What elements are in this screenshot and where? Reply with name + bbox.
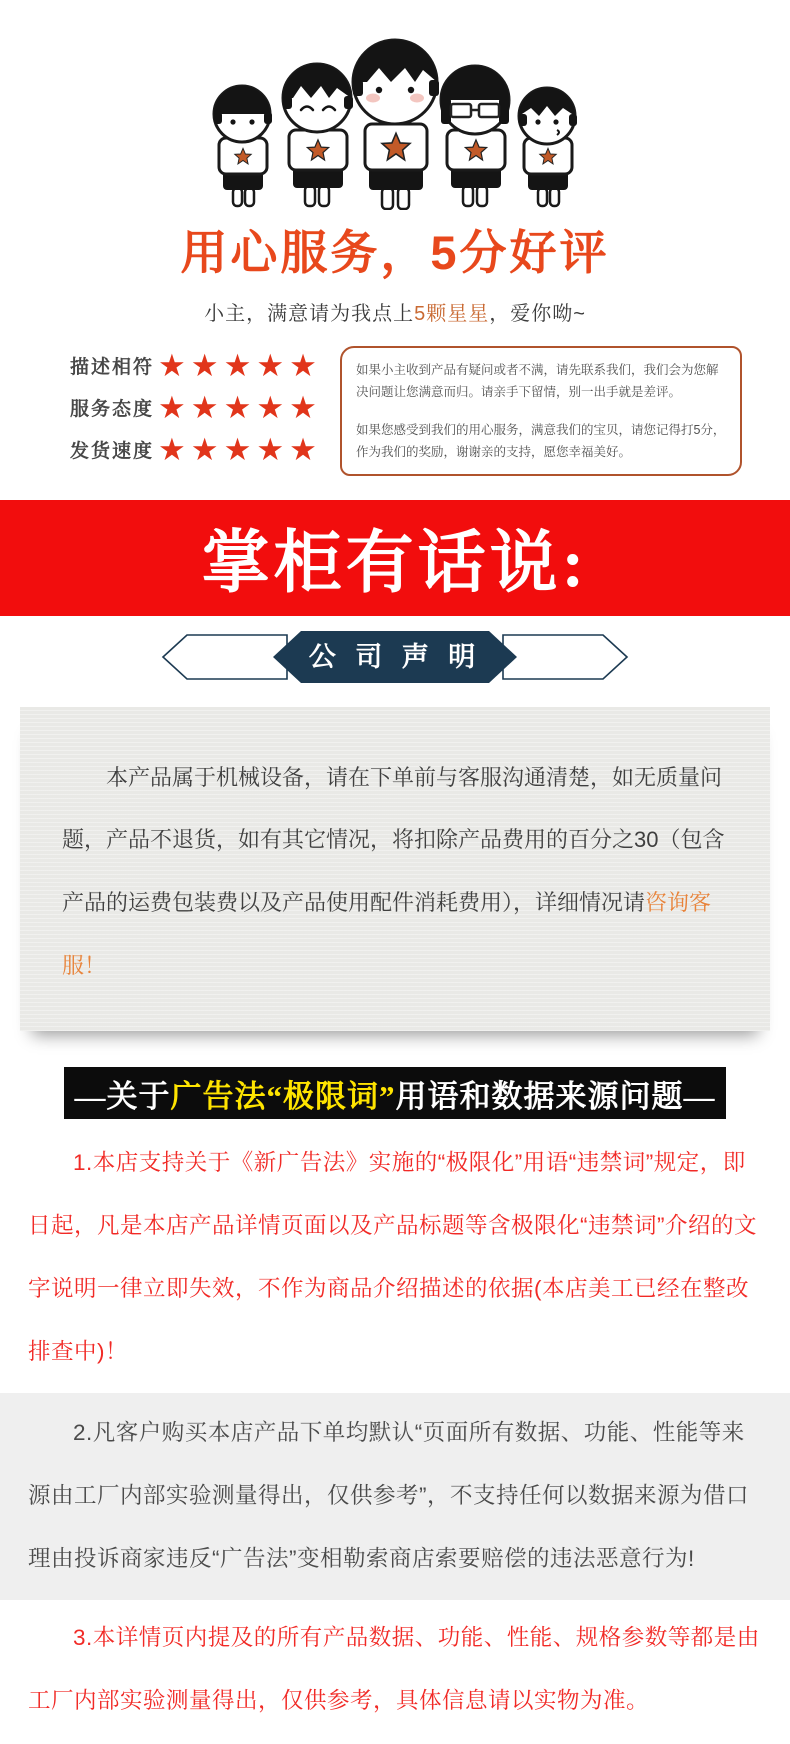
kid-3: [353, 40, 439, 209]
hero-section: [0, 0, 790, 326]
kid-1: [214, 86, 272, 206]
service-note-paragraph-1: 如果小主收到产品有疑问或者不满，请先联系我们，我们会为您解决问题让您满意而归。请亲手下留情，别一出手就是差评。: [355, 363, 719, 399]
adlaw-paragraph-2: 2.凡客户购买本店产品下单均默认“页面所有数据、功能、性能等来源由工厂内部实验测量得出，仅供参考”，不支持任何以数据来源为借口理由投诉商家违反“广告法”变相勒索商店索要赔偿的违法恶意行为!: [28, 1420, 749, 1572]
rating-row-service: [70, 388, 322, 426]
rating-label: 发货速度: [70, 440, 155, 462]
company-statement-ribbon: [0, 628, 790, 691]
rating-rows: [70, 346, 322, 472]
rating-row-shipping: [70, 430, 322, 468]
five-stars-icon: ★★★★★: [158, 389, 322, 425]
adlaw-banner: [64, 1067, 726, 1119]
adlaw-banner-highlight: 广告法“极限词”: [170, 1078, 396, 1114]
five-stars-icon: ★★★★★: [158, 347, 322, 383]
adlaw-banner-prefix: —关于: [74, 1078, 171, 1114]
hero-subtitle-highlight: 5颗星星: [414, 303, 490, 325]
shopkeeper-banner: [0, 500, 790, 616]
hero-title: 用心服务，5分好评: [180, 226, 610, 279]
rating-row-description: [70, 346, 322, 384]
adlaw-paragraph-2-band: [0, 1393, 790, 1600]
kid-5: [519, 88, 577, 206]
company-statement-box: [20, 707, 770, 1032]
consult-service-highlight: 咨询客服！: [62, 889, 712, 978]
adlaw-paragraph-1: 1.本店支持关于《新广告法》实施的“极限化”用语“违禁词”规定，即日起，凡是本店产品详情页面以及产品标题等含极限化“违禁词”介绍的文字说明一律立即失效，不作为商品介绍描述的依据(本店美工已经在整改排查中)！: [28, 1150, 757, 1365]
ribbon-label: 公 司 声 明: [308, 641, 482, 672]
statement-body: 本产品属于机械设备，请在下单前与客服沟通清楚，如无质量问题，产品不退货，如有其它情况，将扣除产品费用的百分之30（包含产品的运费包装费以及产品使用配件消耗费用），详细情况请: [62, 764, 725, 915]
hero-subtitle: [0, 297, 790, 326]
adlaw-paragraph-3: 3.本详情页内提及的所有产品数据、功能、性能、规格参数等都是由工厂内部实验测量得出，仅供参考，具体信息请以实物为准。: [28, 1625, 760, 1714]
five-stars-icon: ★★★★★: [158, 431, 322, 467]
adlaw-banner-suffix: 用语和数据来源问题—: [395, 1078, 716, 1114]
kid-2: [283, 64, 353, 206]
shopkeeper-banner-text: 掌柜有话说:: [201, 525, 589, 601]
hero-subtitle-prefix: 小主，满意请为我点上: [204, 303, 415, 325]
five-kids-illustration: [185, 10, 605, 210]
ribbon-graphic: [155, 628, 635, 686]
kid-4: [441, 66, 509, 206]
service-note-paragraph-2: 如果您感受到我们的用心服务，满意我们的宝贝，请您记得打5分，作为我们的奖励，谢谢亲的支持，愿您幸福美好。: [355, 422, 726, 459]
service-note-box: [340, 346, 742, 476]
ratings-section: [0, 326, 790, 476]
rating-label: 描述相符: [70, 356, 155, 378]
rating-label: 服务态度: [70, 398, 155, 420]
hero-subtitle-suffix: ，爱你呦~: [489, 303, 586, 325]
